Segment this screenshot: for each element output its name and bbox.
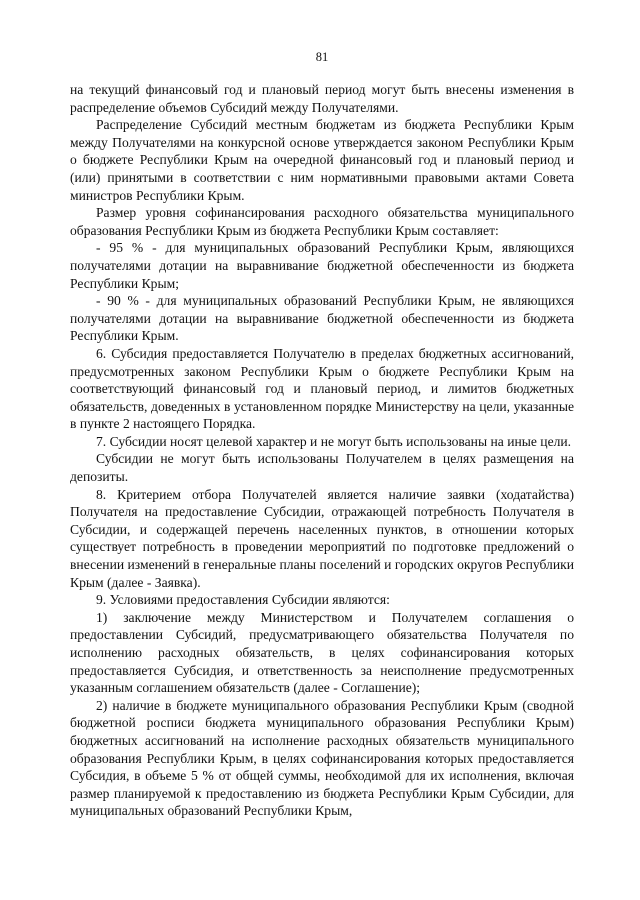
- paragraph: Размер уровня софинансирования расходного обязательства муниципального образования Республики Крым из бюджета Республики Крым составляет:: [70, 205, 574, 238]
- list-item: - 95 % - для муниципальных образований Республики Крым, являющихся получателями дотации на выравнивание бюджетной обеспеченности из бюджета Республики Крым;: [70, 240, 574, 291]
- paragraph: Распределение Субсидий местным бюджетам из бюджета Республики Крым между Получателями на конкурсной основе утверждается законом Республики Крым о бюджете Республики Крым на очередной финансовый год и плановый период и (или) принятыми в соответствии с ним нормативными правовыми актами Совета министров Республики Крым.: [70, 117, 574, 203]
- paragraph: 8. Критерием отбора Получателей является наличие заявки (ходатайства) Получателя на предоставление Субсидии, отражающей потребность Получателя в Субсидии, и содержащей перечень населенных пунктов, в отношении которых существует потребность в проведении мероприятий по подготовке предложений о внесении изменений в генеральные планы поселений и городских округов Республики Крым (далее - Заявка).: [70, 486, 574, 590]
- paragraph: 7. Субсидии носят целевой характер и не могут быть использованы на иные цели.: [96, 433, 572, 449]
- paragraph: 9. Условиями предоставления Субсидии являются:: [96, 592, 390, 608]
- paragraph: на текущий финансовый год и плановый период могут быть внесены изменения в распределение объемов Субсидий между Получателями.: [70, 82, 574, 115]
- list-item: - 90 % - для муниципальных образований Республики Крым, не являющихся получателями дотации на выравнивание бюджетной обеспеченности из бюджета Республики Крым.: [70, 293, 574, 344]
- list-item: 2) наличие в бюджете муниципального образования Республики Крым (сводной бюджетной росписи бюджета муниципального образования Республики Крым) бюджетных ассигнований на исполнение расходных обязательств муниципального образования Республики Крым, в целях софинансирования которых предоставляется Субсидия, в объеме 5 % от общей суммы, необходимой для их исполнения, включая размер планируемой к предоставлению из бюджета Республики Крым Субсидии, для муниципальных образований Республики Крым,: [70, 697, 574, 819]
- document-body: [70, 81, 574, 820]
- list-item: 1) заключение между Министерством и Получателем соглашения о предоставлении Субсидий, предусматривающего обязательства Получателя по исполнению расходных обязательств, в целях софинансирования которых предоставляется Субсидия, и ответственность за неисполнение предусмотренных указанным соглашением обязательств (далее - Соглашение);: [70, 609, 574, 696]
- page-number: 81: [315, 50, 329, 64]
- paragraph: Субсидии не могут быть использованы Получателем в целях размещения на депозиты.: [70, 451, 574, 485]
- paragraph: 6. Субсидия предоставляется Получателю в пределах бюджетных ассигнований, предусмотренных законом Республики Крым о бюджете Республики Крым на соответствующий финансовый год и плановый период, и лимитов бюджетных обязательств, доведенных в установленном порядке Министерству на цели, указанные в пункте 2 настоящего Порядка.: [70, 345, 574, 432]
